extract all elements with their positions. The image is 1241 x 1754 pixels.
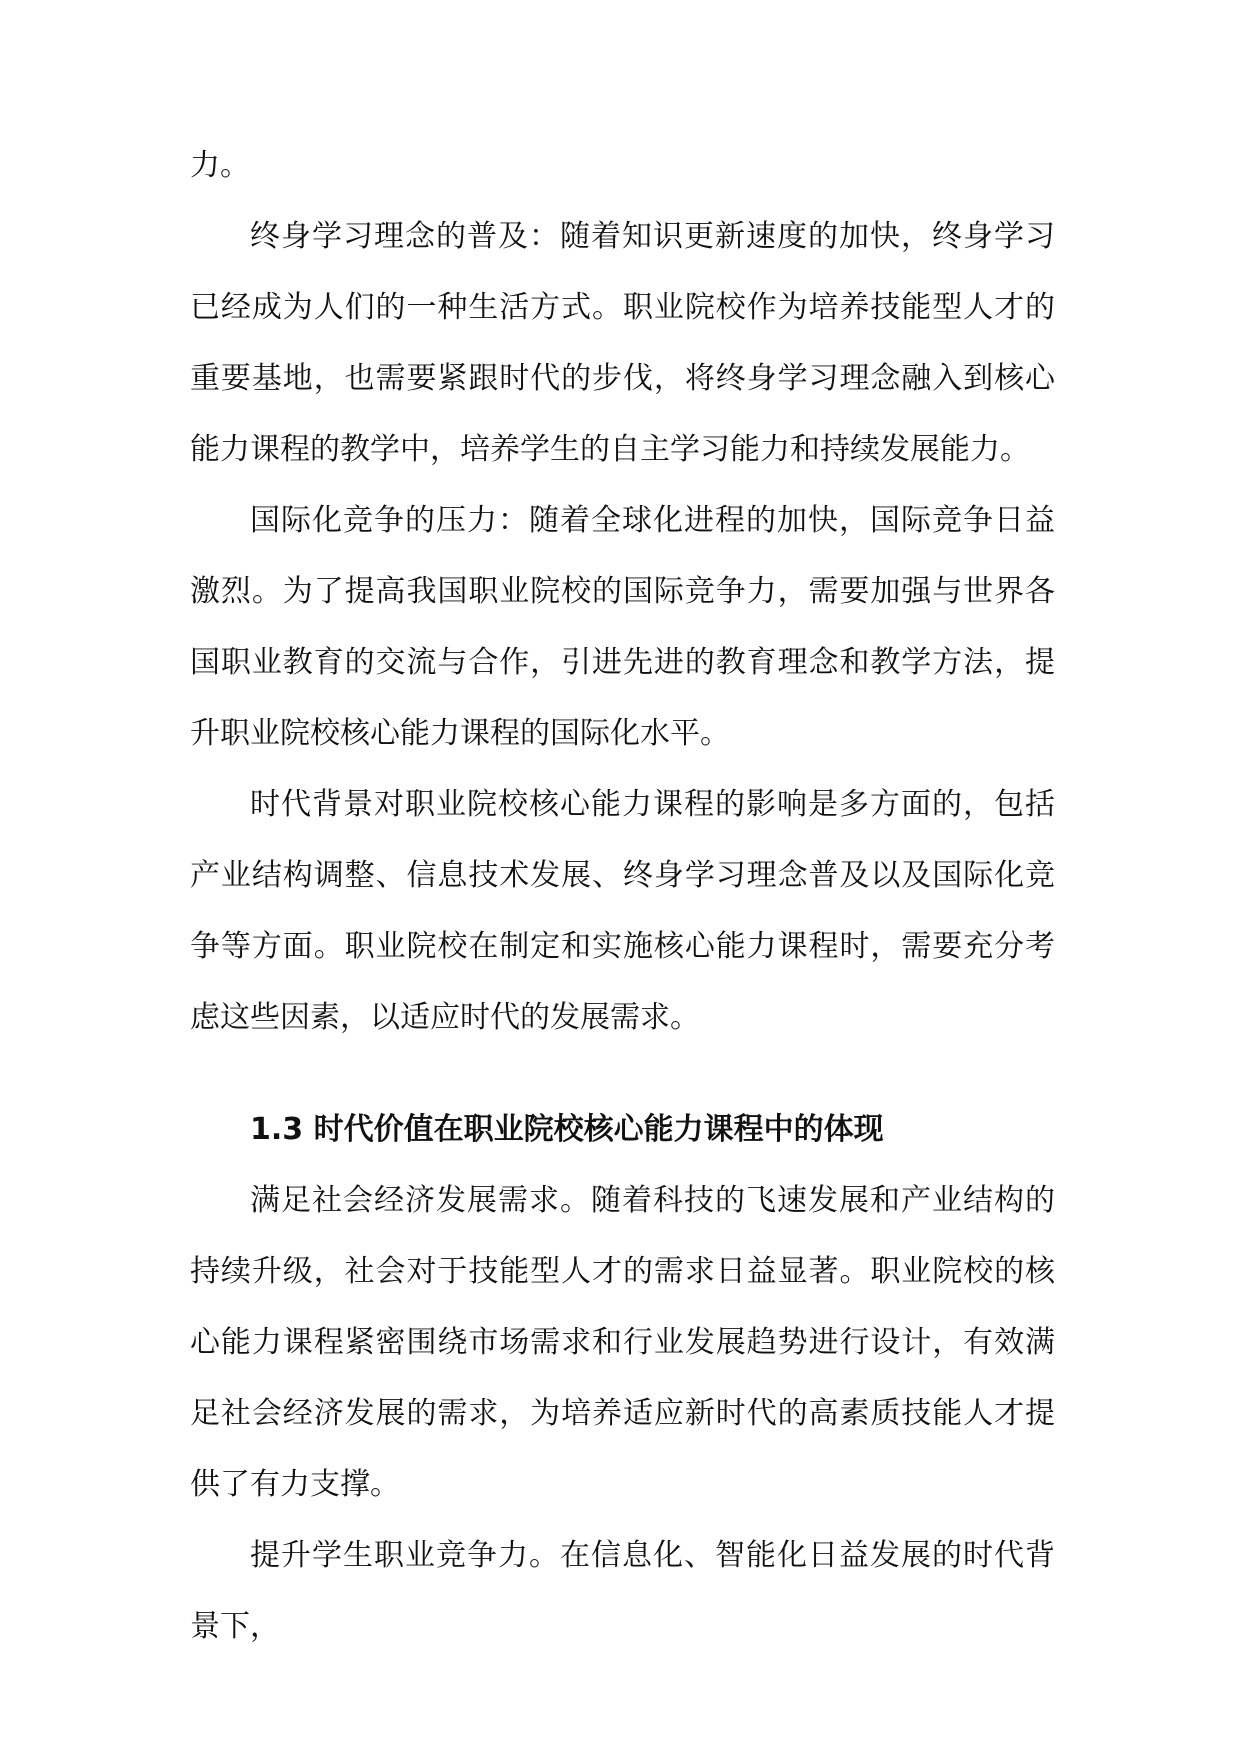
paragraph-lifelong-learning: 终身学习理念的普及：随着知识更新速度的加快，终身学习已经成为人们的一种生活方式。职业院校作为培养技能型人才的重要基地，也需要紧跟时代的步伐，将终身学习理念融入到核心能力课程的教学中，培养学生的自主学习能力和持续发展能力。 [190,219,1055,467]
paragraph-socioeconomic-needs: 满足社会经济发展需求。随着科技的飞速发展和产业结构的持续升级，社会对于技能型人才的需求日益显著。职业院校的核心能力课程紧密围绕市场需求和行业发展趋势进行设计，有效满足社会经济发展的需求，为培养适应新时代的高素质技能人才提供了有力支撑。 [190,1183,1055,1502]
document-body [190,130,1055,1662]
paragraph-career-competitiveness: 提升学生职业竞争力。在信息化、智能化日益发展的时代背景下， [190,1538,1055,1644]
paragraph-summary: 时代背景对职业院校核心能力课程的影响是多方面的，包括产业结构调整、信息技术发展、终身学习理念普及以及国际化竞争等方面。职业院校在制定和实施核心能力课程时，需要充分考虑这些因素，以适应时代的发展需求。 [190,787,1055,1035]
paragraph-continuation: 力。 [190,148,250,183]
paragraph-international-competition: 国际化竞争的压力：随着全球化进程的加快，国际竞争日益激烈。为了提高我国职业院校的国际竞争力，需要加强与世界各国职业教育的交流与合作，引进先进的教育理念和教学方法，提升职业院校核心能力课程的国际化水平。 [190,503,1055,751]
section-heading: 1.3 时代价值在职业院校核心能力课程中的体现 [250,1112,884,1147]
